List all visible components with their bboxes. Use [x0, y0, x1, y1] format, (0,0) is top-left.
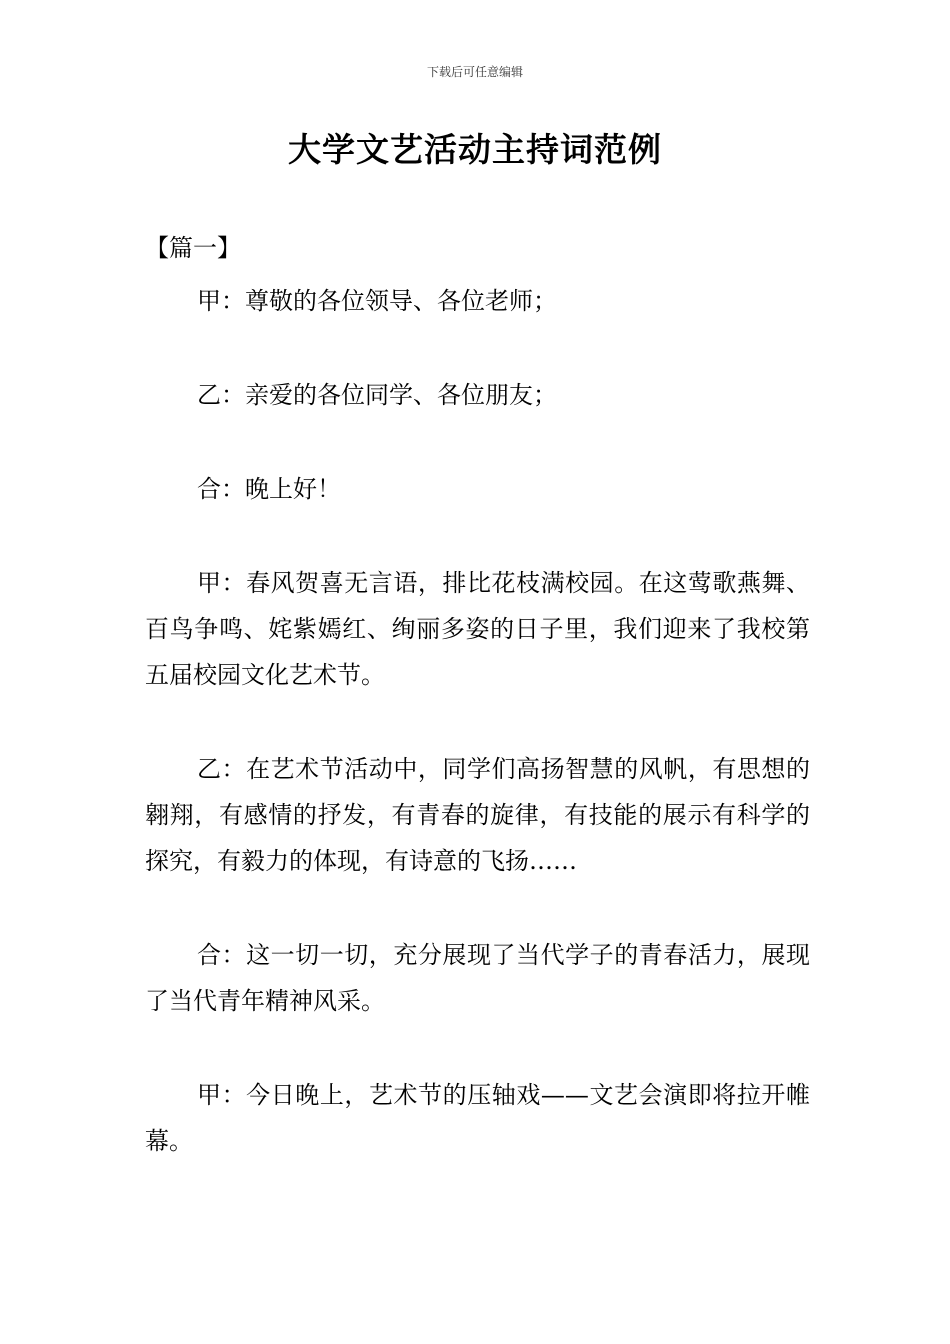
paragraph: 甲：春风贺喜无言语，排比花枝满校园。在这莺歌燕舞、百鸟争鸣、姹紫嫣红、绚丽多姿的日子里，我们迎来了我校第五届校园文化艺术节。	[145, 569, 810, 689]
section-label: 【篇一】	[145, 234, 241, 262]
paragraph: 甲：今日晚上，艺术节的压轴戏——文艺会演即将拉开帷幕。	[145, 1081, 810, 1155]
paragraph: 甲：尊敬的各位领导、各位老师；	[197, 287, 557, 315]
document-body	[145, 278, 810, 1212]
paragraph: 乙：在艺术节活动中，同学们高扬智慧的风帆，有思想的翱翔，有感情的抒发，有青春的旋律，有技能的展示有科学的探究，有毅力的体现，有诗意的飞扬……	[145, 755, 810, 875]
header-note: 下载后可任意编辑	[426, 65, 523, 79]
document-title: 大学文艺活动主持词范例	[288, 130, 662, 169]
paragraph: 乙：亲爱的各位同学、各位朋友；	[197, 381, 557, 409]
paragraph: 合：这一切一切，充分展现了当代学子的青春活力，展现了当代青年精神风采。	[145, 941, 810, 1015]
paragraph: 合：晚上好！	[197, 475, 341, 503]
